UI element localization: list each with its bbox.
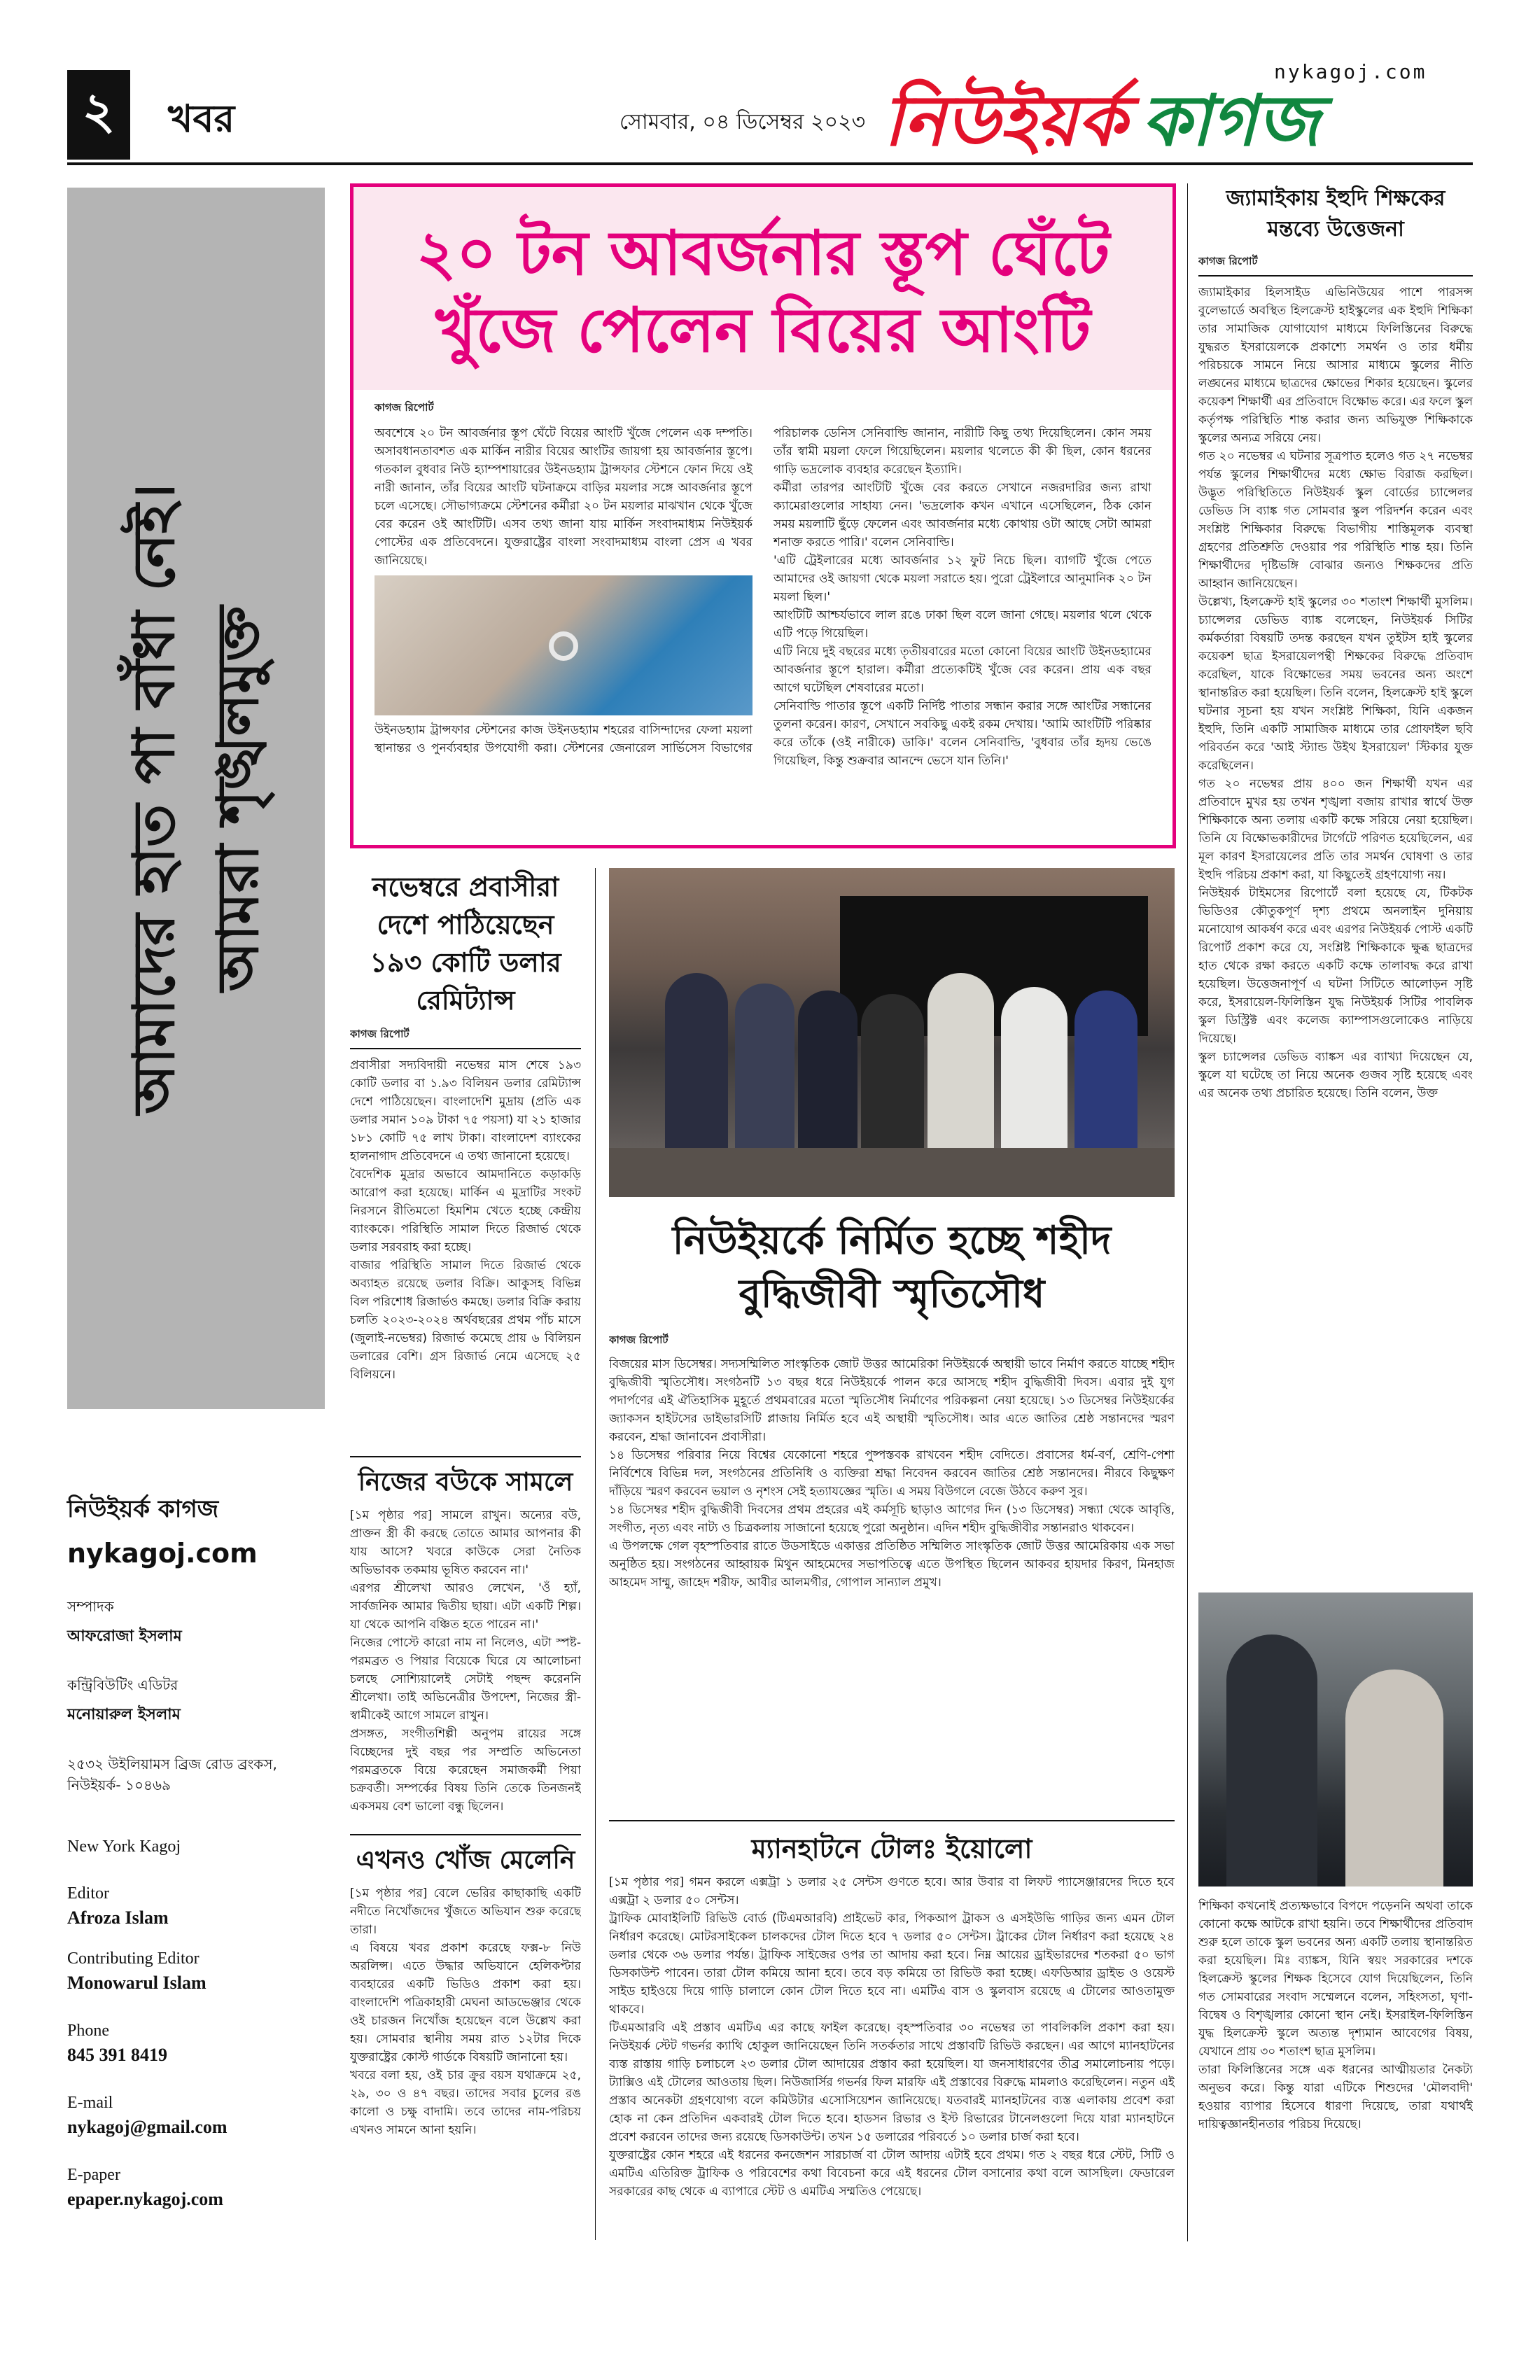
- photo-person: [798, 990, 858, 1169]
- jamaica-headline: জ্যামাইকায় ইহুদি শিক্ষকের মন্তব্যে উত্তেজনা: [1226, 186, 1446, 241]
- missing-paragraph: এ বিষয়ে খবর প্রকাশ করেছে ফক্স-৮ নিউ অরলিন্স। এতে উদ্ধার অভিযানে হেলিকপ্টার ব্যবহারের একটি ভিডিও প্রকাশ করা হয়। বাংলাদেশি পত্রিকাহারী মেঘনা আডভেঞ্জার থেকে ওই চারজন নিখোঁজ হয়েছেন বলে উল্লেখ করা হয়। সোমবার স্থানীয় সময় রাত ১২টার দিকে যুক্তরাষ্ট্রের কোস্ট গার্ডকে বিষয়টি জানানো হয়।: [350, 1941, 581, 2064]
- photo-person: [927, 973, 994, 1169]
- masthead-info: [67, 1491, 325, 2210]
- slogan-text: [112, 483, 280, 1114]
- remittance-headline: নভেম্বরে প্রবাসীরা দেশে পাঠিয়েছেন ১৯৩ কোটি ডলার রেমিট্যান্স: [370, 872, 561, 1016]
- page-number: ২: [82, 80, 115, 140]
- lead-paragraph: এটি নিয়ে দুই বছরের মধ্যে তৃতীয়বারের মতো কোনো বিয়ের আংটি উইনডহ্যামের আবর্জনার স্তূপে হারাল। কর্মীরা প্রত্যেকটিই খুঁজে বের করেন। প্রায় এক বছর আগে ঘটেছিল শেষবারের মতো।: [774, 645, 1152, 695]
- photo-person: [735, 983, 794, 1169]
- lead-paragraph: উইনডহ্যাম ট্রান্সফার স্টেশনের কাজ উইনডহ্যাম শহরের বাসিন্দাদের ফেলা ময়লা স্থানান্তর ও পুনর্ব্যবহার উপযোগী করা। স্টেশনের জেনারেল সার্ভিসেস বিভাগের পরিচালক ডেনিস সেনিবাল্ডি জানান, নারীটি কিছু তথ্য দিয়েছিলেন। কোন সময় তাঁর স্বামী ময়লা ফেলে গিয়েছিলেন। ময়লার থলেতে কী কী ছিল, কোন ধরনের গাড়ি ভদ্রলোক ব্যবহার করেছেন ইত্যাদি।: [374, 426, 1152, 755]
- remittance-story: [350, 868, 581, 1442]
- wife-paragraph: নিজের পোস্টে কারো নাম না নিলেও, এটা স্পষ্ট- পরমব্রত ও পিয়ার বিয়েকে ঘিরে যে আলোচনা চলছে সোশ্যিয়ালেই সেটাই পছন্দ করেননি শ্রীলেখা। তাই অভিনেত্রীর উপদেশ, নিজের স্ত্রী-স্বামীকেই আগে সামলে রাখুন।: [350, 1636, 581, 1723]
- en-contrib-name: Monowarul Islam: [67, 1973, 206, 1993]
- lead-paragraph: কর্মীরা তারপর আংটিটি খুঁজে বের করতে সেখানে নজরদারির জন্য রাখা ক্যামেরাগুলোর সাহায্য নেন। 'ভদ্রলোক কখন এখানে এসেছিলেন, ঠিক কোন সময় ময়লাটি ছুঁড়ে ফেলেন এবং আবর্জনার মধ্যে কোথায় ওটা আছে সেটা আমরা শনাক্ত করতে পারি।' বলেন সেনিবাল্ডি।: [774, 481, 1152, 550]
- memorial-paragraph: ১৪ ডিসেম্বর পরিবার নিয়ে বিশ্বের যেকোনো শহরে পুষ্পস্তবক রাখবেন শহীদ বেদিতে। প্রবাসের ধর্ম-বর্ণ, শ্রেণি-পেশা নির্বিশেষে বিভিন্ন দল, সংগঠনের প্রতিনিধি ও ব্যক্তিরা শ্রদ্ধা নিবেদন করবেন জাতির শ্রেষ্ঠ সন্তানদের। নীরবে কিছুক্ষণ দাঁড়িয়ে স্মরণ করবেন ভয়াল ও নৃশংস সেই হত্যাযজ্ঞের স্মৃতি। এ সময় বিউগলে বেজে উঠবে করুণ সুর।: [609, 1448, 1175, 1499]
- jamaica-paragraph: স্কুল চ্যান্সেলর ডেভিড ব্যাঙ্কস এর ব্যাখ্যা দিয়েছেন যে, স্কুলে যা ঘটেছে তা নিয়ে অনেক গুজব সৃষ্টি হয়েছে এবং এর অনেক তথ্য প্রচারিত হয়েছে। তিনি বলেন, উক্ত: [1198, 1050, 1473, 1100]
- column-rule: [1187, 183, 1188, 2241]
- masthead-logo: [883, 76, 1485, 160]
- en-contrib-label: Contributing Editor: [67, 1949, 200, 1968]
- jamaica-story-cont: [1198, 1897, 1473, 2240]
- phone-label: Phone: [67, 2022, 109, 2040]
- toll-paragraph: যুক্তরাষ্ট্রের কোন শহরে এই ধরনের কনজেশন সারচার্জ বা টোল আদায় এটাই হবে প্রথম। গত ২ বছর ধরে স্টেট, সিটি ও এমটিএ এতিরিক্ত ট্রাফিক ও পরিবেশের কথা বিবেচনা করে এই ধরনের টোল বসানোর কথা বলে আসছিল। ফেডারেল সরকারের কাছ থেকে এ ব্যাপারে স্টেট ও এমটিএ সম্মতিও পেয়েছে।: [609, 2148, 1175, 2199]
- missing-story: [350, 1834, 581, 2240]
- missing-paragraph: খবরে বলা হয়, ওই চার ক্রুর বয়স যথাক্রমে ২৫, ২৯, ৩০ ও ৪৭ বছর। তাদের সবার চুলের রঙ কালো ও চক্ষু বাদামি। তবে তাদের নাম-পরিচয় এখনও সামনে আনা হয়নি।: [350, 2068, 581, 2137]
- wife-paragraph: [১ম পৃষ্ঠার পর] সামলে রাখুন। অন্যের বউ, প্রাক্তন স্ত্রী কী করছে তোতে আমার আপনার কী যায় আসে? খবরে কাউকে সেরা নৈতিক অভিভাবক তকমায় ভূষিত করবেন না।': [350, 1508, 581, 1577]
- photo-person: [1345, 1670, 1443, 1886]
- toll-headline: ম্যানহাটনে টোলঃ ইয়োলো: [751, 1833, 1032, 1864]
- memorial-story: [609, 1214, 1175, 1809]
- paper-site: nykagoj.com: [67, 1538, 258, 1569]
- photo-person: [861, 994, 924, 1169]
- email-label: E-mail: [67, 2094, 113, 2112]
- email-address: nykagoj@gmail.com: [67, 2117, 227, 2137]
- slogan-panel: [67, 188, 325, 1409]
- jamaica-paragraph: গত ২০ নভেম্বর এ ঘটনার সূত্রপাত হলেও গত ২৭ নভেম্বর পর্যন্ত স্কুলের শিক্ষার্থীদের মধ্যে ক্ষোভ বিরাজ করছিল। উদ্ভূত পরিস্থিতিতে নিউইয়র্ক স্কুল বোর্ডের চ্যান্সেলর ডেভিড সি ব্যাঙ্ক গত সোমবার স্কুল পরিদর্শন করেন এবং সংশ্লিষ্ট শিক্ষিকার বিরুদ্ধে বিভাগীয় শাস্তিমূলক ব্যবস্থা গ্রহণের প্রতিশ্রুতি দেওয়ার পর পরিস্থিতি শান্ত হয়। তিনি শিক্ষার্থীদের দৃষ্টিভঙ্গি বোঝার জন্যও শিক্ষকদের প্রতি আহ্বান জানিয়েছেন।: [1198, 449, 1473, 591]
- section-rule: [350, 1456, 581, 1457]
- memorial-headline-line-2: বুদ্ধিজীবী স্মৃতিসৌধ: [738, 1271, 1045, 1317]
- section-rule: [609, 1820, 1175, 1821]
- column-rule: [595, 868, 596, 2240]
- memorial-paragraph: ১৪ ডিসেম্বর শহীদ বুদ্ধিজীবী দিবসের প্রথম প্রহরের এই কর্মসূচি ছাড়াও আগের দিন (১৩ ডিসেম্বর) সন্ধ্যা থেকে আবৃত্তি, সংগীত, নৃত্য এবং নাট্য ও চিত্রকলায় সাজানো হয়েছে পুরো অনুষ্ঠান। এদিন শহীদ বুদ্ধিজীবীর সন্তানরাও থাকবেন।: [609, 1503, 1175, 1535]
- contrib-name: মনোয়ারুল ইসলাম: [67, 1706, 181, 1723]
- editor-label: সম্পাদক: [67, 1598, 114, 1615]
- lead-paragraph: সেনিবাল্ডি পাতার স্তূপে একটি নির্দিষ্ট পাতার সন্ধান করার সঙ্গে আংটির সন্ধানের তুলনা করেন। কারণ, সেখানে সবকিছু একই রকম দেখায়। 'আমি আংটিটি পরিষ্কার করে তাঁকে (ওই নারীকে) ডাকি।' বলেন সেনিবাল্ডি, 'বুধবার তাঁর হৃদয় ভেঙে গিয়েছিল, কিন্তু শুক্রবার আনন্দে ভেসে যান তিনি।': [774, 699, 1152, 768]
- jamaica-story: [1198, 183, 1473, 1583]
- wife-paragraph: এরপর শ্রীলেখা আরও লেখেন, 'ওঁ হ্যাঁ, সার্বজনিক আমার দ্বিতীয় ছায়া। এটা একটি শিল্প। যা থেকে আপনি বঞ্চিত হতে পারেন না।': [350, 1581, 581, 1632]
- remittance-paragraph: প্রবাসীরা সদ্যবিদায়ী নভেম্বর মাস শেষে ১৯৩ কোটি ডলার বা ১.৯৩ বিলিয়ন ডলার রেমিট্যান্স দেশে পাঠিয়েছেন। বাংলাদেশি মুদ্রায় (প্রতি এক ডলার সমান ১০৯ টাকা ৭৫ পয়সা) যা ২১ হাজার ১৮১ কোটি ৭৫ লাখ টাকা। বাংলাদেশ ব্যাংকের হালনাগাদ প্রতিবেদনে এ তথ্য জানানো হয়েছে।: [350, 1058, 581, 1163]
- lead-body: [374, 424, 1152, 830]
- memorial-paragraph: এ উপলক্ষে গেল বৃহস্পতিবার রাতে উডসাইডে একাত্তর প্রতিষ্ঠিত সম্মিলিত সাংস্কৃতিক জোট উত্তর আমেরিকায় এক সভা অনুষ্ঠিত হয়। সংগঠনের আহ্বায়ক মিথুন আহমেদের সভাপতিত্বে এতে উপস্থিত ছিলেন আকবর হায়দার কিরণ, মিনহাজ আহমেদ সাম্মু, জাহেদ শরীফ, আবীর আলমগীর, গোপাল সান্যাল প্রমুখ।: [609, 1539, 1175, 1590]
- remittance-paragraph: বৈদেশিক মুদ্রার অভাবে আমদানিতে কড়াকড়ি আরোপ করা হয়েছে। মার্কিন এ মুদ্রাটির সংকট নিরসনে রীতিমতো হিমশিম খেতে হচ্ছে কেন্দ্রীয় ব্যাংককে। পরিস্থিতি সামাল দিতে রিজার্ভ থেকে ডলার সরবরাহ করা হচ্ছে।: [350, 1168, 581, 1254]
- en-paper-name: New York Kagoj: [67, 1837, 181, 1856]
- wife-headline: নিজের বউকে সামলে: [358, 1468, 573, 1497]
- jamaica-paragraph: শিক্ষিকা কখনোই প্রত্যক্ষভাবে বিপদে পড়েননি অথবা তাকে কোনো কক্ষে আটকে রাখা হয়নি। তবে শিক্ষার্থীদের প্রতিবাদ শুরু হলে তাকে স্কুল ভবনের অন্য একটি তলায় স্থানান্তরিত করা হয়েছিল। মিঃ ব্যাঙ্কস, যিনি স্বয়ং সরকারের দশকে হিলক্রেস্ট স্কুলের শিক্ষক হিসেবে যোগ দিয়েছিলেন, তিনি গত সোমবারের সংবাদ সম্মেলনে বলেন, সহিংসতা, ঘৃণা-বিদ্বেষ ও বিশৃঙ্খলার কোনো স্থান নেই। ইসরাইল-ফিলিস্তিন যুদ্ধ হিলক্রেস্ট স্কুলে অত্যন্ত দৃশ্যমান আবেগের বিষয়, যেখানে প্রায় ৩০ শতাংশ ছাত্র মুসলিম।: [1198, 1899, 1473, 2059]
- ring-photo: [374, 575, 752, 715]
- logo-kagoj: কাগজ: [1142, 80, 1320, 162]
- jamaica-photo: [1198, 1592, 1473, 1886]
- en-editor-name: Afroza Islam: [67, 1907, 169, 1928]
- epaper-label: E-paper: [67, 2166, 120, 2184]
- lead-headline-line-2: খুঁজে পেলেন বিয়ের আংটি: [435, 294, 1091, 366]
- lead-byline: কাগজ রিপোর্ট: [374, 401, 434, 414]
- header-rule: [67, 162, 1473, 165]
- office-address: ২৫৩২ উইলিয়ামস ব্রিজ রোড ব্রংকস, নিউইয়র্ক- ১০৪৬৯: [67, 1756, 277, 1793]
- lead-paragraph: অবশেষে ২০ টন আবর্জনার স্তূপ ঘেঁটে বিয়ের আংটি খুঁজে পেলেন এক দম্পতি। অসাবধানতাবশত এক মার্কিন নারীর বিয়ের আংটির জায়গা হয় আবর্জনার স্তূপে। গতকাল বুধবার নিউ হ্যাম্পশায়ারের উইনডহ্যাম ট্রান্সফার স্টেশনে ফোন দিয়ে ওই নারী জানান, তাঁর বিয়ের আংটি ঘটনাক্রমে বাড়ির ময়লার সঙ্গে আবর্জনার স্তূপে চলে এসেছে। সৌভাগ্যক্রমে স্টেশনের কর্মীরা ২০ টন ময়লার মাঝখান থেকে খুঁজে বের করেন ওই আংটিটি। এসব তথ্য জানা যায় মার্কিন সংবাদমাধ্যম নিউইয়র্ক পোস্টের এক প্রতিবেদনে। যুক্তরাষ্ট্রের বাংলা সংবাদমাধ্যম বাংলা প্রেস এ খবর জানিয়েছে।: [374, 426, 752, 568]
- slogan-line-2: আমরা শৃঙ্খলমুক্ত: [204, 606, 272, 991]
- remittance-paragraph: বাজার পরিস্থিতি সামাল দিতে রিজার্ভ থেকে অব্যাহত রয়েছে ডলার বিক্রি। আকুসহ বিভিন্ন বিল পরিশোধ রিজার্ভও কমছে। ডলার বিক্রি করায় চলতি ২০২৩-২০২৪ অর্থবছরের প্রথম পাঁচ মাসে (জুলাই-নভেম্বর) রিজার্ভ কমেছে প্রায় ৬ বিলিয়ন ডলারের বেশি। গ্রস রিজার্ভ নেমে এসেছে ২৫ বিলিয়নে।: [350, 1259, 581, 1382]
- memorial-headline-box: [609, 1214, 1175, 1321]
- lead-story: [350, 183, 1176, 848]
- group-photo: [609, 868, 1175, 1197]
- memorial-byline: কাগজ রিপোর্ট: [609, 1334, 668, 1346]
- jamaica-paragraph: উল্লেখ্য, হিলক্রেস্ট হাই স্কুলের ৩০ শতাংশ শিক্ষার্থী মুসলিম। চ্যান্সেলর ডেভিড ব্যাঙ্ক বলেছেন, নিউইয়র্ক সিটির কর্মকর্তারা বিষয়টি তদন্ত করছেন যখন তুইটস হাই স্কুলের কয়েকশ ছাত্র ইসরায়েলপন্থী শিক্ষকের বিরুদ্ধে প্রতিবাদ করেছিল, যাকে বিক্ষোভের সময় ভবনের অন্য অংশে স্থানান্তরিত করা হয়েছিল। তিনি বলেন, হিলক্রেস্ট হাই স্কুলে ঘটনার সূচনা হয় যখন সংশ্লিষ্ট শিক্ষিকা, যিনি একজন ইহুদি, তিনি একটি সামাজিক মাধ্যমে তার প্রোফাইল ছবি পরিবর্তন করে 'আই স্ট্যান্ড উইথ ইসরায়েল' স্টিকার যুক্ত করেছিলেন।: [1198, 595, 1473, 773]
- en-editor-label: Editor: [67, 1884, 109, 1903]
- editor-name: আফরোজা ইসলাম: [67, 1628, 182, 1645]
- photo-person: [1226, 1634, 1317, 1886]
- jamaica-paragraph: জ্যামাইকার হিলসাইড এভিনিউয়ের পাশে পারসন্স বুলেভার্ডে অবস্থিত হিলক্রেস্ট হাইস্কুলের এক ইহুদি শিক্ষিকা তার সামাজিক যোগাযোগ মাধ্যমে ফিলিস্তিনের বিরুদ্ধে যুদ্ধরত ইসরায়েলকে প্রকাশ্যে সমর্থন ও তার ধর্মীয় পরিচয়কে সামনে নিয়ে আসার মাধ্যমে স্কুলের নীতি লঙ্ঘনের মাধ্যমে ছাত্রদের ক্ষোভের শিকার হয়েছেন। স্কুলের কয়েকশ শিক্ষার্থী এর প্রতিবাদে বিক্ষোভ করে। এর ফলে স্কুল কর্তৃপক্ষ পরিস্থিতি শান্ত করার জন্য অভিযুক্ত শিক্ষিকাকে স্কুলের অন্যত্র সরিয়ে নেয়।: [1198, 286, 1473, 445]
- toll-paragraph: [১ম পৃষ্ঠার পর] গমন করলে এক্সট্রা ১ ডলার ২৫ সেন্টস গুণতে হবে। আর উবার বা লিফট প্যাসেঞ্জারদের দিতে হবে এক্সট্রা ২ ডলার ৫০ সেন্টস।: [609, 1875, 1175, 1907]
- section-title: খবর: [168, 96, 235, 141]
- jamaica-paragraph: নিউইয়র্ক টাইমসের রিপোর্টে বলা হয়েছে যে, টিকটক ভিডিওর কৌতুকপূর্ণ দৃশ্য প্রথমে অনলাইন দুনিয়ায় মনোযোগ আকর্ষণ করে এবং এরপর নিউইয়র্ক পোস্ট একটি রিপোর্ট প্রকাশ করে যে, সংশ্লিষ্ট শিক্ষিকাকে ক্ষুব্ধ ছাত্রদের হাত থেকে রক্ষা করতে একটি কক্ষে তালাবদ্ধ করে রাখা হয়েছিল। উত্তেজনাপূর্ণ এ ঘটনা সিটিতে আলোড়ন সৃষ্টি করে, ইসরায়েল-ফিলিস্তিন যুদ্ধ নিউইয়র্ক সিটির পাবলিক স্কুল ডিস্ট্রিক্ট এবং কলেজ ক্যাম্পাসগুলোকেও নাড়িয়ে দিয়েছে।: [1198, 886, 1473, 1046]
- slogan-line-1: আমাদের হাত পা বাঁধা নেই।: [120, 482, 188, 1114]
- photo-table: [609, 1148, 1175, 1197]
- ring-icon: [549, 631, 578, 661]
- website-url: nykagoj.com: [1274, 60, 1427, 83]
- jamaica-paragraph: তারা ফিলিস্তিনের সঙ্গে এক ধরনের আত্মীয়তার নৈকট্য অনুভব করে। কিন্তু যারা এটিকে শিশুদের 'মৌলবাদী' হওয়ার ব্যাপার হিসেবে ধারণা দিয়েছে, তারা যথার্থই দায়িত্বজ্ঞানহীনতার পরিচয় দিয়েছে।: [1198, 2063, 1473, 2132]
- remittance-rule: [350, 1048, 581, 1049]
- missing-paragraph: [১ম পৃষ্ঠার পর] বেলে ভেরির কাছাকাছি একটি নদীতে নিখোঁজদের খুঁজতে অভিযান শুরু করেছে তারা।: [350, 1886, 581, 1937]
- photo-person: [1001, 987, 1068, 1169]
- paper-name: নিউইয়র্ক কাগজ: [67, 1495, 219, 1523]
- wife-paragraph: প্রসঙ্গত, সংগীতশিল্পী অনুপম রায়ের সঙ্গে বিচ্ছেদের দুই বছর পর সম্প্রতি অভিনেতা পরমব্রতকে বিয়ে করেছেন সমাজকর্মী পিয়া চক্রবর্তী। সম্পর্কের বিষয় তিনি তেকে তিনজনই একসময় বেশ ভালো বন্ধু ছিলেন।: [350, 1727, 581, 1814]
- toll-story: [609, 1820, 1175, 2240]
- lead-headline-box: [354, 187, 1172, 390]
- page-number-box: [67, 70, 130, 160]
- photo-person: [1074, 990, 1138, 1169]
- lead-headline-line-1: ২০ টন আবর্জনার স্তূপ ঘেঁটে: [416, 217, 1110, 289]
- remittance-byline: কাগজ রিপোর্ট: [350, 1028, 410, 1040]
- section-rule: [350, 1834, 581, 1835]
- missing-headline: এখনও খোঁজ মেলেনি: [356, 1846, 575, 1875]
- issue-date: সোমবার, ০৪ ডিসেম্বর ২০২৩: [620, 110, 866, 134]
- epaper-url: epaper.nykagoj.com: [67, 2189, 223, 2209]
- wife-story: [350, 1456, 581, 1820]
- toll-paragraph: টিএমআরবি এই প্রস্তাব এমটিএ এর কাছে ফাইল করেছে। বৃহস্পতিবার ৩০ নভেম্বর তা পাবলিকলি প্রকাশ করা হয়। নিউইয়র্ক স্টেট গভর্নর ক্যাথি হোকুল জানিয়েছেন তিনি সতর্কতার সাথে প্রস্তাবটি রিভিউ করছেন। এর আগে ম্যানহাটনের ব্যস্ত রাস্তায় গাড়ি চলাচলে ২৩ ডলার টোল আদায়ের প্রস্তাব করা হয়েছিল। যা জনসাধারণের তীব্র সমালোচনায় পড়ে। ট্যাক্সিও এই টোলের আওতায় ছিল। নিউজার্সির গভর্নর ফিল মারফি এই প্রস্তাবের বিরুদ্ধে মামলাও করেছিলেন। নতুন এই প্রস্তাব অনেকটা গ্রহণযোগ্য বলে কমিউটার এসোসিয়েশন জানিয়েছে। যতবারই ম্যানহাটনের ব্যস্ত এলাকায় প্রবেশ করা হোক না কেন প্রতিদিন একবারই টোল দিতে হবে। হাডসন রিভার ও ইস্ট রিভারের টানেলগুলো দিয়ে যারা ম্যানহাটনে প্রবেশ করবেন তাদের জন্য রয়েছে ডিসকাউন্ট। তখন ১৫ ডলারের পরিবর্তে ১০ ডলার চার্জ করা হবে।: [609, 2021, 1175, 2144]
- logo-newyork: নিউইয়র্ক: [883, 80, 1127, 162]
- lead-paragraph: আংটিটি আশ্চর্যভাবে লাল রঙে ঢাকা ছিল বলে জানা গেছে। ময়লার থলে থেকে এটি পড়ে গিয়েছিল।: [774, 608, 1152, 640]
- lead-paragraph: 'এটি ট্রেইলারের মধ্যে আবর্জনার ১২ ফুট নিচে ছিল। ব্যাগটি খুঁজে পেতে আমাদের ওই জায়গা থেকে ময়লা সরাতে হয়। পুরো ট্রেইলারে আনুমানিক ২০ টন ময়লা ছিল।': [774, 554, 1152, 604]
- memorial-paragraph: বিজয়ের মাস ডিসেম্বর। সদ্যসম্মিলিত সাংস্কৃতিক জোট উত্তর আমেরিকা নিউইয়র্কে অস্থায়ী ভাবে নির্মাণ করতে যাচ্ছে শহীদ বুদ্ধিজীবী স্মৃতিসৌধ। সংগঠনটি ১৩ বছর ধরে নিউইয়র্কে পালন করে আসছে শহীদ বুদ্ধিজীবী দিবস। এবার দুই যুগ পদার্পণের এই ঐতিহাসিক মুহূর্তে প্রথমবারের মতো স্মৃতিসৌধ নির্মাণের পরিকল্পনা নেয়া হয়েছে। ১৩ ডিসেম্বর নিউইয়র্কের জ্যাকসন হাইটসের ডাইভারসিটি প্লাজায় নির্মিত হবে এই অস্থায়ী স্মৃতিসৌধ। আর এতে জাতির শ্রেষ্ঠ সন্তানদের স্মরণ করবেন, শ্রদ্ধা জানাবেন প্রবাসীরা।: [609, 1357, 1175, 1444]
- contrib-label: কন্ট্রিবিউটিং এডিটর: [67, 1676, 178, 1693]
- jamaica-byline: কাগজ রিপোর্ট: [1198, 255, 1258, 267]
- jamaica-paragraph: গত ২০ নভেম্বর প্রায় ৪০০ জন শিক্ষার্থী যখন এর প্রতিবাদে মুখর হয় তখন শৃঙ্খলা বজায় রাখার স্বার্থে উক্ত শিক্ষিকাকে অন্য তলায় একটি কক্ষে সরিয়ে নেয়া হয়েছিল। তিনি যে বিক্ষোভকারীদের টার্গেটে পরিণত হয়েছিলেন, এর মূল কারণ ইসরায়েলের প্রতি তার সমর্থন ঘোষণা ও তার ইহুদি পরিচয় প্রকাশ করা, যা কিছুতেই গ্রহণযোগ্য নয়।: [1198, 777, 1473, 882]
- photo-person: [665, 973, 728, 1169]
- jamaica-rule: [1198, 275, 1473, 276]
- memorial-headline-line-1: নিউইয়র্কে নির্মিত হচ্ছে শহীদ: [672, 1218, 1112, 1264]
- toll-paragraph: ট্রাফিক মোবাইলিটি রিভিউ বোর্ড (টিএমআরবি) প্রাইভেট কার, পিকআপ ট্রাকস ও এসইউভি গাড়ির জন্য এমন টোল নির্ধারণ করেছে। মোটরসাইকেল চালকদের টোল দিতে হবে ৭ ডলার ৫০ সেন্টস। ট্রাকের টোল নির্ধারণ করা হয়েছে ২৪ ডলার থেকে ৩৬ ডলার পর্যন্ত। ট্রাফিক সাইজের ওপর তা আদায় করা হবে। নিম্ন আয়ের ড্রাইভারদের শতকরা ৫০ ভাগ ডিসকাউন্ট পাবেন। তারা টোল কমিয়ে আনা হবে। তবে বড় কমিয়ে তা রিভিউ করা হচ্ছে। এফডিআর ড্রাইভ ও ওয়েস্ট সাইড হাইওয়ে দিয়ে গাড়ি চালালে কোন টোল দিতে হবে না। এমটিএ বাস ও স্কুলবাস রয়েছে এ টোলের আওতামুক্ত থাকবে।: [609, 1912, 1175, 2017]
- phone-number: 845 391 8419: [67, 2045, 167, 2065]
